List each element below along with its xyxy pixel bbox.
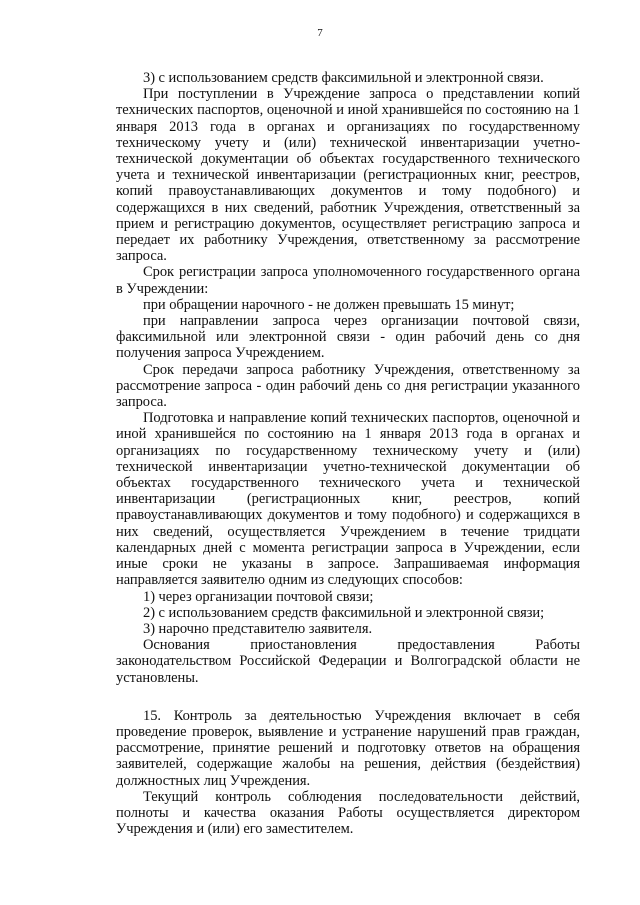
paragraph: Подготовка и направление копий технических паспортов, оценочной и иной хранившейся по состоянию на 1 января 2013 года в органах и организациях по государственному техническому учету и (или) технической инвентаризации учетно-технической документации об объектах государственного технического учета и технической инвентаризации (регистрационных книг, реестров, копий правоустанавливающих документов и тому подобного) и содержащихся в них сведений, осуществляется Учреждением в течение тридцати календарных дней с момента регистрации запроса в Учреждении, если иные сроки не указаны в запросе. Запрашиваемая информация направляется заявителю одним из следующих способов: — [116, 410, 580, 589]
paragraph: при обращении нарочного - не должен превышать 15 минут; — [143, 296, 515, 313]
list-item: 1) через организации почтовой связи; — [143, 588, 374, 605]
paragraph: 3) с использованием средств факсимильной и электронной связи. — [143, 70, 544, 86]
list-item: 2) с использованием средств факсимильной и электронной связи; — [143, 604, 545, 621]
paragraph: Основания приостановления предоставления Работы законодательством Российской Федерации и Волгоградской области не установлены. — [116, 637, 580, 686]
page-number: 7 — [317, 27, 323, 39]
section-paragraph: 15. Контроль за деятельностью Учреждения включает в себя проведение проверок, выявление и устранение нарушений прав граждан, рассмотрение, принятие решений и подготовку ответов на обращения заявителей, содержащие жалобы на решения, действия (бездействия) должностных лиц Учреждения. — [116, 707, 580, 789]
paragraph: при направлении запроса через организации почтовой связи, факсимильной или электронной связи - один рабочий день со дня получения запроса Учреждением. — [116, 313, 580, 362]
paragraph: Срок регистрации запроса уполномоченного государственного органа в Учреждении: — [116, 264, 580, 297]
document-body — [116, 70, 580, 837]
paragraph: Текущий контроль соблюдения последовательности действий, полноты и качества оказания Работы осуществляется директором Учреждения и (или) его заместителем. — [116, 788, 580, 838]
paragraph: При поступлении в Учреждение запроса о представлении копий технических паспортов, оценочной и иной хранившейся по состоянию на 1 января 2013 года в органах и организациях по государственному техническому учету и (или) технической инвентаризации учетно-технической документации об объектах государственного технического учета и технической инвентаризации (регистрационных книг, реестров, копий правоустанавливающих документов и тому подобного) и содержащихся в них сведений, работник Учреждения, ответственный за прием и регистрацию документов, осуществляет регистрацию запроса и передает их работнику Учреждения, ответственному за рассмотрение запроса. — [116, 86, 580, 265]
paragraph: Срок передачи запроса работнику Учреждения, ответственному за рассмотрение запроса - один рабочий день со дня регистрации указанного запроса. — [116, 361, 580, 411]
list-item: 3) нарочно представителю заявителя. — [143, 620, 373, 637]
